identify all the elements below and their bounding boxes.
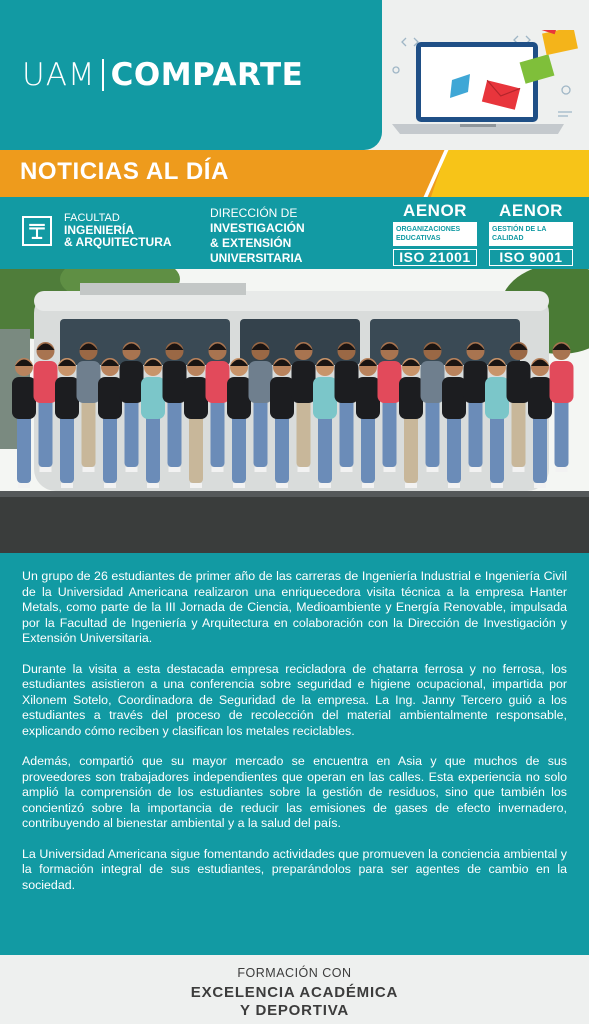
aenor-badge-iso9001 <box>489 201 573 266</box>
brand-title: COMPARTE <box>110 57 304 93</box>
group-photo <box>0 269 589 553</box>
laptop-email-illustration <box>388 30 588 150</box>
direction-line-2: INVESTIGACIÓN <box>210 221 305 235</box>
photo-ground <box>0 495 589 553</box>
faculty-line-1: FACULTAD <box>64 212 120 224</box>
footer-line-3: Y DEPORTIVA <box>239 1002 350 1019</box>
iso-standard: ISO 21001 <box>393 249 477 266</box>
news-band <box>0 150 589 197</box>
footer-line-1: FORMACIÓN CON <box>237 966 352 980</box>
faculty-name <box>64 212 172 248</box>
aenor-description: GESTIÓN DE LA CALIDAD <box>489 222 573 246</box>
footer-line-2: EXCELENCIA ACADÉMICA <box>190 984 399 1001</box>
aenor-badge-iso21001 <box>393 201 477 266</box>
header-banner <box>0 0 589 150</box>
envelope-yellow-icon <box>542 30 578 55</box>
article-paragraph: Durante la visita a esta destacada empresa recicladora de chatarra ferrosa y no ferrosa, los estudiantes asistieron a una conferencia sobre seguridad e higiene ocupacional, impartida por Xilonem Sotelo, Coordinadora de Seguridad de la empresa. La Ing. Janny Tercero guió a los estudiantes a través del proceso de recolección del material ambientalmente responsable, explicando cómo reciben y clasifican los metales reciclables. <box>22 661 567 738</box>
article-paragraph: La Universidad Americana sigue fomentando actividades que promueven la conciencia ambiental y la formación integral de sus estudiantes, preparándolos para ser agentes de cambio en la sociedad. <box>22 846 567 892</box>
direction-line-3: & EXTENSIÓN <box>210 236 292 250</box>
direction-name <box>210 206 305 266</box>
section-title: NOTICIAS AL DÍA <box>20 158 230 185</box>
iso-standard: ISO 9001 <box>489 249 573 266</box>
faculty-logo-icon <box>22 216 52 246</box>
credentials-bar <box>0 197 589 269</box>
article-paragraph: Además, compartió que su mayor mercado se encuentra en Asia y que muchos de sus proveedores son trabajadores independientes que operan en las calles. Esta experiencia no solo amplió la comprensión de los estudiantes sobre la gestión de residuos, sino que también los concientizó sobre la importancia de reducir las emisiones de gases de efecto invernadero, contribuyendo al bienestar ambiental y a la salud del país. <box>22 754 567 830</box>
article-body <box>0 553 589 955</box>
brand-prefix: UAM <box>22 57 96 93</box>
article-paragraph: Un grupo de 26 estudiantes de primer año de las carreras de Ingeniería Industrial e Ingeniería Civil de la Universidad Americana realizaron una enriquecedora visita técnica a la empresa Hanter Metals, como parte de la III Jornada de Ciencia, Medioambiente y Energía Renovable, impulsada por la Facultad de Ingeniería y Arquitectura en colaboración con la Dirección de Investigación y Extensión Universitaria. <box>22 569 567 645</box>
aenor-description: ORGANIZACIONES EDUCATIVAS <box>393 222 477 246</box>
direction-line-1: DIRECCIÓN DE <box>210 206 298 220</box>
aenor-logo: AENOR <box>499 201 563 220</box>
brand-divider <box>102 59 104 91</box>
faculty-line-2: INGENIERÍA <box>64 223 135 237</box>
faculty-line-3: & ARQUITECTURA <box>64 235 172 249</box>
direction-line-4: UNIVERSITARIA <box>210 251 303 265</box>
footer-slogan <box>0 955 589 1024</box>
aenor-logo: AENOR <box>403 201 467 220</box>
brand-logo <box>22 57 303 93</box>
news-band-accent <box>431 150 589 197</box>
